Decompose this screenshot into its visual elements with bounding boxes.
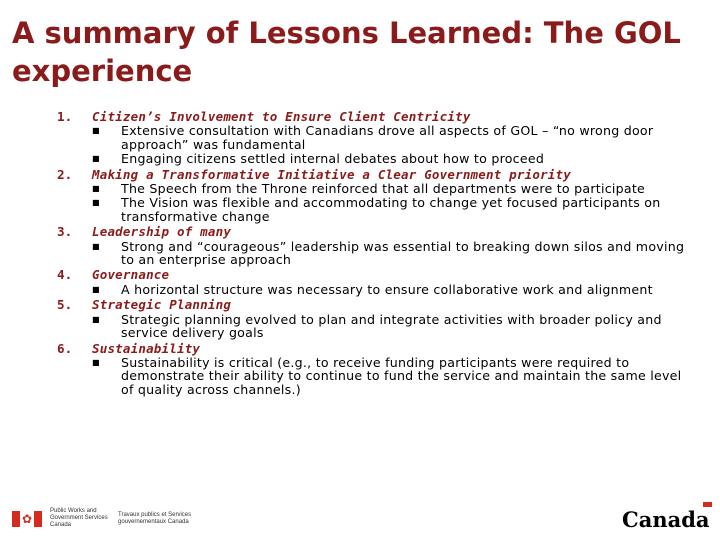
canada-flag-icon: ✿ xyxy=(12,511,42,527)
bullet xyxy=(92,313,687,340)
bullet-text: The Speech from the Throne reinforced that all departments were to participate xyxy=(121,181,646,197)
bullet-text: A horizontal structure was necessary to ensure collaborative work and alignment xyxy=(121,281,653,297)
bullet xyxy=(92,152,687,165)
department-name-fr: Travaux publics et Services gouvernementaux Canada xyxy=(118,511,192,525)
item-number: 6. xyxy=(57,340,73,356)
item-number: 1. xyxy=(57,109,73,124)
item-heading: Governance xyxy=(92,267,170,283)
bullet xyxy=(92,196,687,223)
item-number: 2. xyxy=(57,166,73,182)
bullet-text: Extensive consultation with Canadians drove all aspects of GOL – “no wrong door approach” was fundamental xyxy=(121,123,654,152)
list-item xyxy=(57,168,687,224)
bullet-text: The Vision was flexible and accommodating to change yet focused participants on transformative change xyxy=(121,195,661,224)
item-heading: Sustainability xyxy=(92,340,201,356)
list-item xyxy=(57,225,687,266)
square-bullet-icon: ■ xyxy=(92,184,100,194)
list-item xyxy=(57,268,687,296)
item-number: 4. xyxy=(57,267,73,283)
square-bullet-icon: ■ xyxy=(92,198,100,208)
wordmark-text: Canada xyxy=(622,507,710,532)
bullet xyxy=(92,240,687,267)
item-heading: Making a Transformative Initiative a Clear Government priority xyxy=(92,166,571,182)
bullet xyxy=(92,124,687,151)
square-bullet-icon: ■ xyxy=(92,357,100,367)
bullet-text: Sustainability is critical (e.g., to receive funding participants were required to demonstrate their ability to continue to fund the service and maintain the same level of quality across channels.) xyxy=(121,354,682,397)
list-item xyxy=(57,110,687,166)
lessons-list xyxy=(57,110,687,396)
department-name-en: Public Works and Government Services Canada xyxy=(50,508,108,528)
square-bullet-icon: ■ xyxy=(92,284,100,294)
bullet-text: Strong and “courageous” leadership was essential to breaking down silos and moving to an enterprise approach xyxy=(121,238,685,268)
square-bullet-icon: ■ xyxy=(92,126,100,136)
bullet xyxy=(92,182,687,195)
list-item xyxy=(57,298,687,339)
square-bullet-icon: ■ xyxy=(92,241,100,251)
wordmark-flag-icon xyxy=(703,502,712,507)
item-heading: Strategic Planning xyxy=(92,297,232,313)
square-bullet-icon: ■ xyxy=(92,314,100,324)
bullet-text: Strategic planning evolved to plan and integrate activities with broader policy and service delivery goals xyxy=(121,311,662,341)
item-number: 3. xyxy=(57,224,73,240)
item-heading: Citizen’s Involvement to Ensure Client Centricity xyxy=(92,109,471,124)
list-item xyxy=(57,342,687,397)
department-signature xyxy=(12,508,198,529)
item-number: 5. xyxy=(57,297,73,313)
bullet-text: Engaging citizens settled internal debates about how to proceed xyxy=(121,151,545,167)
item-heading: Leadership of many xyxy=(92,224,232,240)
canada-wordmark xyxy=(622,507,710,532)
bullet xyxy=(92,356,687,396)
slide-title: A summary of Lessons Learned: The GOL experience xyxy=(12,16,681,88)
square-bullet-icon: ■ xyxy=(92,154,100,164)
bullet xyxy=(92,283,687,296)
